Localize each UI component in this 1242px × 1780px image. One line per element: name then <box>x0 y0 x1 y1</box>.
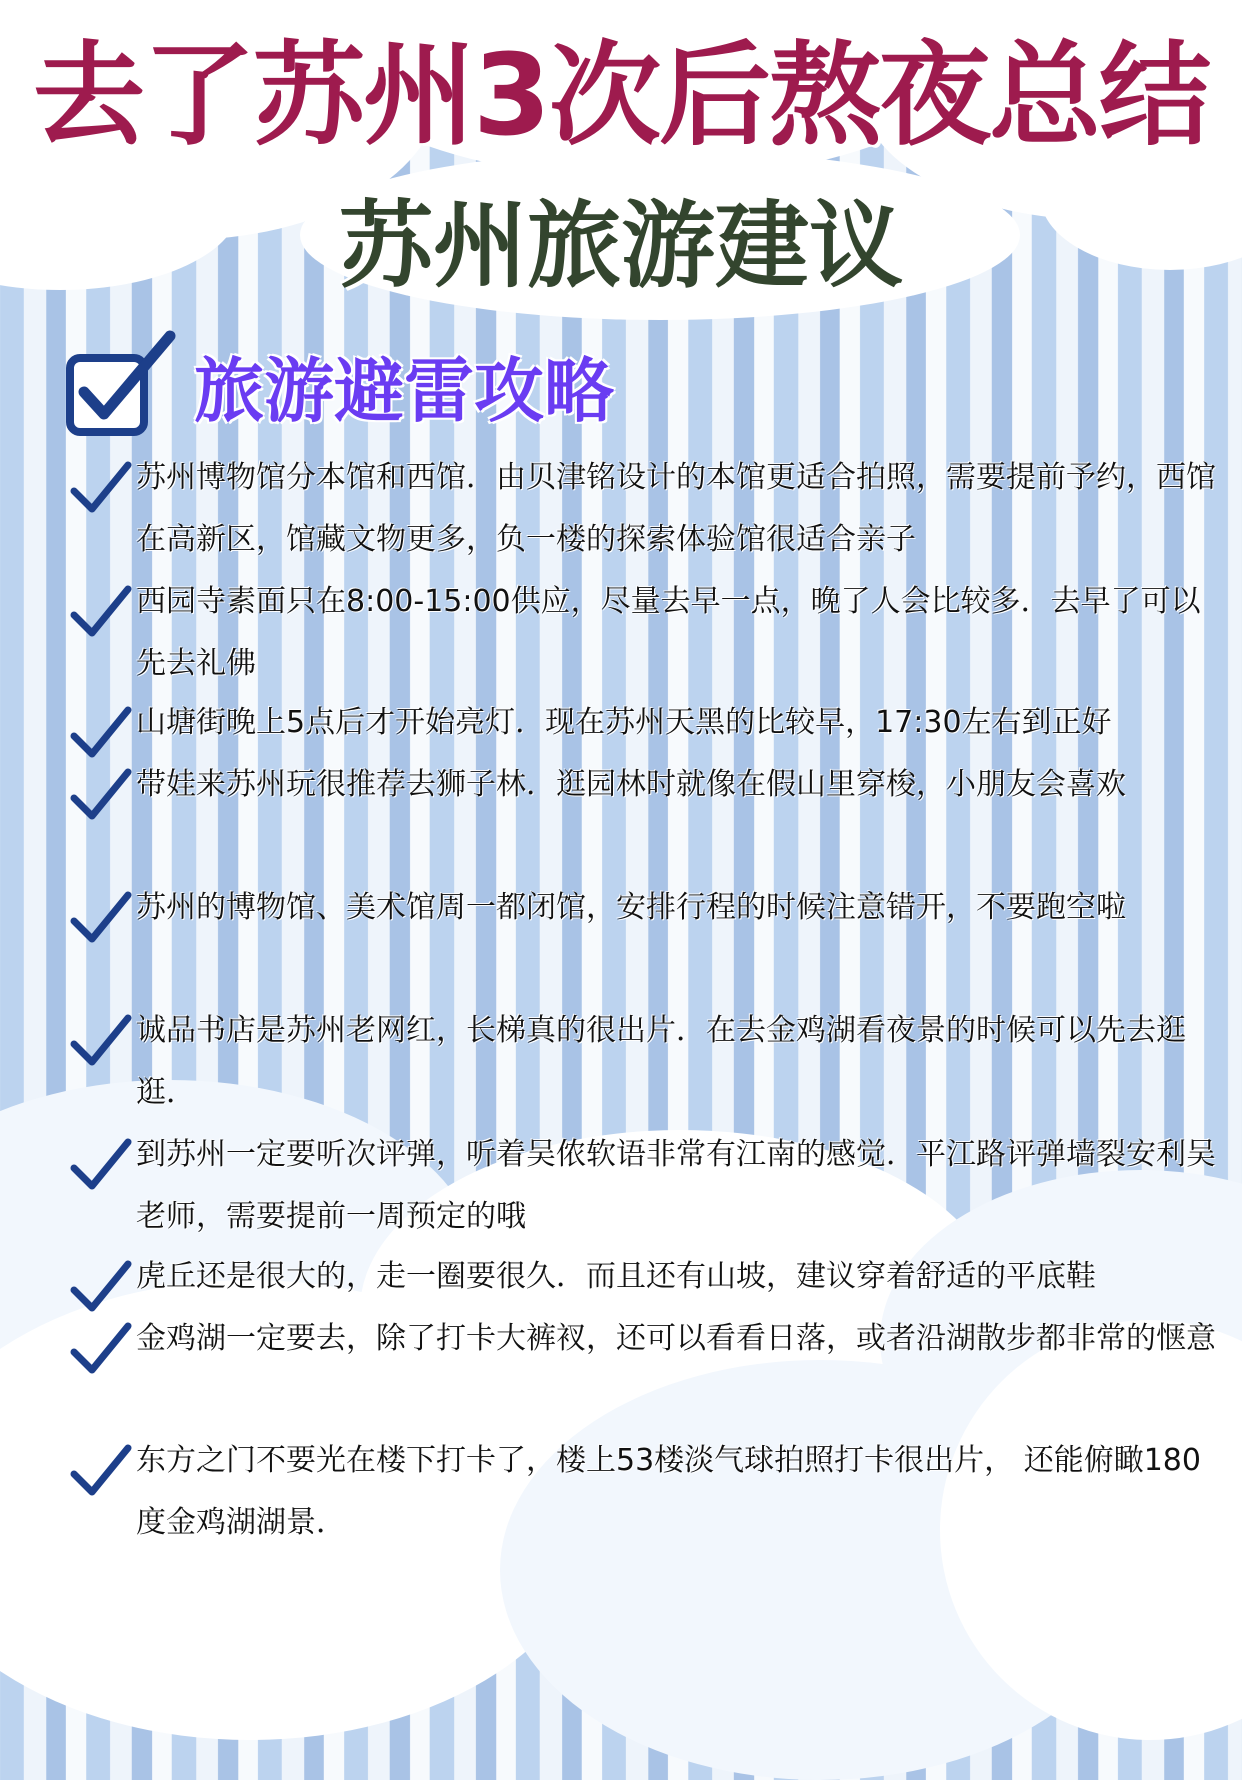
checkbox-checked-icon <box>66 330 176 440</box>
page-title: 去了苏州3次后熬夜总结 <box>33 31 1209 161</box>
tip-text: 西园寺素面只在8:00-15:00供应，尽量去早一点，晚了人会比较多．去早了可以先去礼佛 <box>136 584 1201 681</box>
page-subtitle: 苏州旅游建议 <box>338 192 903 301</box>
checkmark-icon <box>70 1322 132 1374</box>
checkmark-icon <box>70 585 132 637</box>
list-item <box>70 1124 1230 1248</box>
checkmark-icon <box>70 1444 132 1496</box>
tip-text: 诚品书店是苏州老网红，长梯真的很出片．在去金鸡湖看夜景的时候可以先去逛逛． <box>136 1013 1186 1110</box>
checkmark-icon <box>70 1138 132 1190</box>
list-item <box>70 447 1230 571</box>
list-item <box>70 692 1230 754</box>
checkmark-icon <box>70 1014 132 1066</box>
checkmark-icon <box>70 768 132 820</box>
list-item <box>70 1308 1230 1370</box>
list-item <box>70 1430 1230 1554</box>
list-item <box>70 571 1230 695</box>
tip-text: 到苏州一定要听次评弹，听着吴侬软语非常有江南的感觉．平江路评弹墙裂安利吴老师，需要提前一周预定的哦 <box>136 1137 1216 1234</box>
list-item <box>70 1000 1230 1124</box>
list-item <box>70 1246 1230 1308</box>
tip-text: 带娃来苏州玩很推荐去狮子林．逛园林时就像在假山里穿梭，小朋友会喜欢 <box>136 767 1126 802</box>
tip-text: 金鸡湖一定要去，除了打卡大裤衩，还可以看看日落，或者沿湖散步都非常的惬意 <box>136 1321 1216 1356</box>
checkmark-icon <box>70 461 132 513</box>
list-item <box>70 877 1230 939</box>
checkmark-icon <box>70 1260 132 1312</box>
tip-text: 山塘街晚上5点后才开始亮灯．现在苏州天黑的比较早，17:30左右到正好 <box>136 705 1112 740</box>
tip-text: 苏州的博物馆、美术馆周一都闭馆，安排行程的时候注意错开，不要跑空啦 <box>136 890 1126 925</box>
section-title: 旅游避雷攻略 <box>194 349 614 432</box>
tip-text: 东方之门不要光在楼下打卡了，楼上53楼淡气球拍照打卡很出片， 还能俯瞰180度金鸡湖湖景． <box>136 1443 1201 1540</box>
section-header <box>66 330 614 440</box>
checkmark-icon <box>70 891 132 943</box>
checkmark-icon <box>70 706 132 758</box>
list-item <box>70 754 1230 816</box>
tip-text: 虎丘还是很大的，走一圈要很久．而且还有山坡，建议穿着舒适的平底鞋 <box>136 1259 1096 1294</box>
tip-text: 苏州博物馆分本馆和西馆．由贝津铭设计的本馆更适合拍照，需要提前予约，西馆在高新区，馆藏文物更多，负一楼的探索体验馆很适合亲子 <box>136 460 1216 557</box>
